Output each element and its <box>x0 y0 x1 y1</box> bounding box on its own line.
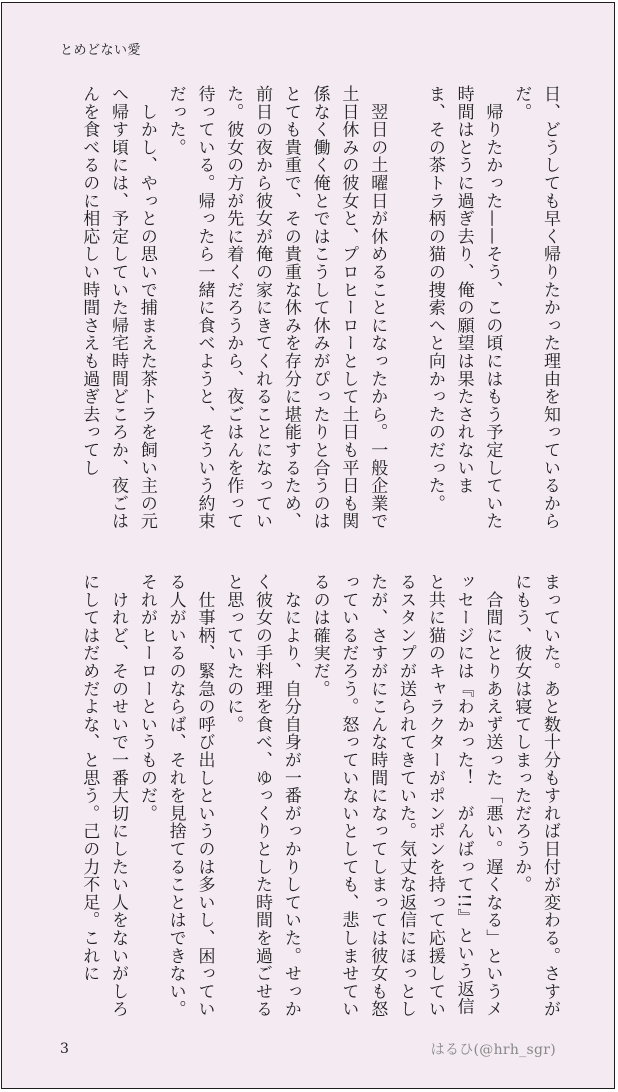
body-text-upper: 日、どうしても早く帰りたかった理由を知っているからだ。 帰りたかった——そう、この頃にはもう予定していた時間はとうに過ぎ去り、俺の願望は果たされないま ま、その茶トラ柄の猫の捜索へと向かったのだった。 翌日の土曜日が休めることになったから。一般企業で土日休みの彼女と、プロヒーローとして土日も平日も関係なく働く俺とではこうして休みがぴったりと合うのはとても貴重で、その貴重な休みを存分に堪能するため、前日の夜から彼女が俺の家にきてくれることになっていた。彼女の方が先に着くだろうから、夜ごはんを作って待っている。帰ったら一緒に食べようと、そういう約束だった。 しかし、やっとの思いで捕まえた茶トラを飼い主の元へ帰す頃には、予定していた帰宅時間どころか、夜ごはんを食べるのに相応しい時間さえも過ぎ去ってし <box>79 85 560 530</box>
manuscript-page <box>1 2 615 1089</box>
author-credit: はるひ(@hrh_sgr) <box>430 1042 556 1058</box>
body-text-lower: まっていた。あと数十分もすれば日付が変わる。さすがにもう、彼女は寝てしまっただろうか。 合間にとりあえず送った「悪い。遅くなる」というメッセージには『わかった！ がんばって!!』という返信と共に猫のキャラクターがポンポンを持って応援しているスタンプが送られてきていた。気丈な返信にほっとしたが、さすがにこんな時間になってしまっては彼女も怒っているだろう。怒っていないとしても、悲しませているのは確実だ。 なにより、自分自身が一番がっかりしていた。せっかく彼女の手料理を食べ、ゆっくりとした時間を過ごせると思っていたのに。 仕事柄、緊急の呼び出しというのは多いし、困っている人がいるのならば、それを見捨てることはできない。それがヒーローというものだ。 けれど、そのせいで一番大切にしたい人をないがしろにしてはだめだよな、と思う。己の力不足。これに <box>79 573 560 1018</box>
page-number: 3 <box>60 1041 69 1057</box>
story-title: とめどない愛 <box>60 43 142 58</box>
